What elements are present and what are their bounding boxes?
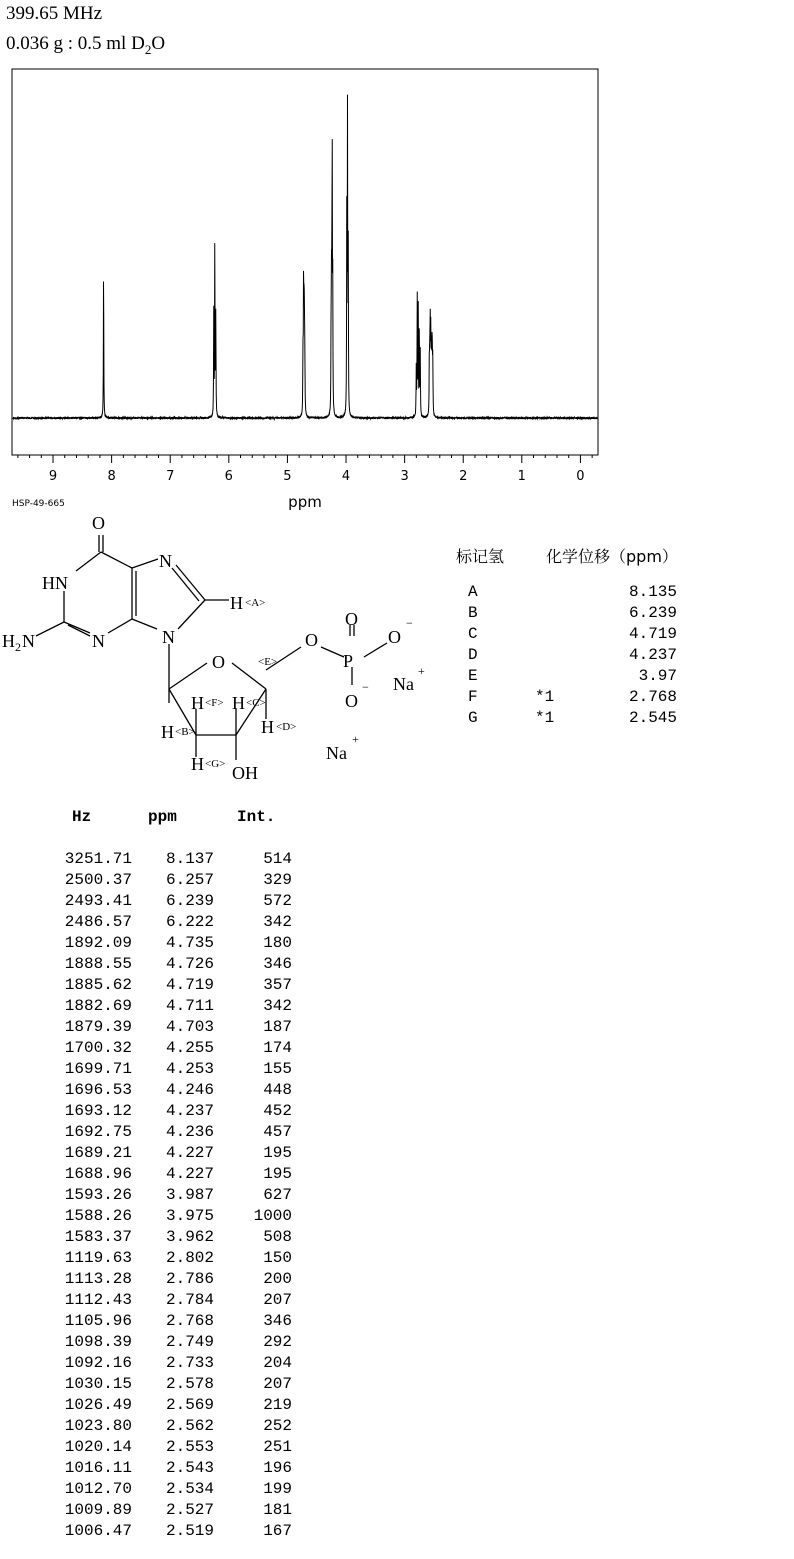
peak-hz-cell: 1016.11	[64, 1459, 132, 1477]
peak-row	[0, 1396, 400, 1417]
atom-label: O	[388, 627, 401, 647]
assignment-shift: 4.237	[628, 646, 677, 664]
atom-label: <D>	[276, 721, 297, 733]
peak-ppm-cell: 2.784	[165, 1291, 214, 1309]
peak-ppm-cell: 4.227	[165, 1144, 214, 1162]
peak-hz-cell: 1693.12	[64, 1102, 132, 1120]
atom-label: O	[92, 513, 105, 533]
peak-int-cell: 207	[263, 1291, 292, 1309]
peak-hz-cell: 1098.39	[64, 1333, 132, 1351]
peak-ppm-cell: 2.578	[165, 1375, 214, 1393]
peak-hz-cell: 1885.62	[64, 976, 132, 994]
assignment-row	[0, 688, 794, 709]
atom-label: N	[162, 627, 175, 647]
peak-hz-cell: 1009.89	[64, 1501, 132, 1519]
peak-hz-cell: 1026.49	[64, 1396, 132, 1414]
peak-ppm-cell: 4.735	[165, 934, 214, 952]
peak-ppm-cell: 2.562	[165, 1417, 214, 1435]
atom-label: O	[305, 630, 318, 650]
atom-label: 2	[15, 640, 21, 654]
peak-row	[0, 871, 400, 892]
peak-row	[0, 1123, 400, 1144]
assignment-row	[0, 625, 794, 646]
peak-ppm-cell: 4.703	[165, 1018, 214, 1036]
peak-int-cell: 251	[263, 1438, 292, 1456]
assignment-row	[0, 709, 794, 730]
assignment-note: *1	[535, 709, 555, 727]
atom-label: <A>	[245, 597, 266, 609]
peak-int-cell: 346	[263, 955, 292, 973]
peak-ppm-cell: 4.711	[165, 997, 214, 1015]
atom-label: −	[362, 680, 369, 694]
peak-ppm-cell: 6.239	[165, 892, 214, 910]
spectrum-trace	[13, 95, 597, 420]
peak-hz-cell: 1593.26	[64, 1186, 132, 1204]
assignment-label: B	[468, 604, 478, 622]
peak-int-cell: 150	[263, 1249, 292, 1267]
peak-hz-cell: 1012.70	[64, 1480, 132, 1498]
assignment-shift: 8.135	[628, 583, 677, 601]
peak-hz-cell: 1688.96	[64, 1165, 132, 1183]
spectrometer-frequency: 399.65 MHz	[6, 3, 103, 24]
peak-ppm-cell: 4.237	[165, 1102, 214, 1120]
x-tick-label: 1	[517, 469, 526, 484]
x-tick-label: 4	[341, 469, 351, 484]
peak-row	[0, 1249, 400, 1270]
peak-row	[0, 934, 400, 955]
atom-label: <C>	[246, 697, 266, 709]
peak-ppm-cell: 4.227	[165, 1165, 214, 1183]
assignment-label: D	[468, 646, 478, 664]
peak-ppm-cell: 2.786	[165, 1270, 214, 1288]
peak-hz-cell: 1892.09	[64, 934, 132, 952]
peak-hz-cell: 1879.39	[64, 1018, 132, 1036]
peak-int-cell: 342	[263, 913, 292, 931]
peak-hz-cell: 1112.43	[64, 1291, 132, 1309]
peak-hz-cell: 1023.80	[64, 1417, 132, 1435]
peak-ppm-cell: 6.222	[165, 913, 214, 931]
peak-ppm-cell: 2.802	[165, 1249, 214, 1267]
assignment-note: *1	[535, 688, 555, 706]
peak-row	[0, 1039, 400, 1060]
assignment-label: F	[468, 688, 478, 706]
peak-ppm-cell: 2.519	[165, 1522, 214, 1540]
peak-hz-cell: 1588.26	[64, 1207, 132, 1225]
peak-int-cell: 448	[263, 1081, 292, 1099]
x-tick-label: 2	[459, 469, 468, 484]
peak-ppm-cell: 2.749	[165, 1333, 214, 1351]
peak-int-cell: 155	[263, 1060, 292, 1078]
assignment-row	[0, 667, 794, 688]
peak-row	[0, 997, 400, 1018]
peak-int-cell: 200	[263, 1270, 292, 1288]
atom-label: <G>	[205, 758, 226, 770]
peak-hz-cell: 1105.96	[64, 1312, 132, 1330]
peak-int-cell: 181	[263, 1501, 292, 1519]
peak-ppm-cell: 4.726	[165, 955, 214, 973]
peak-row	[0, 1270, 400, 1291]
peak-int-cell: 180	[263, 934, 292, 952]
assignment-label: E	[468, 667, 478, 685]
assignment-label: A	[468, 583, 478, 601]
assignment-shift: 6.239	[628, 604, 677, 622]
peak-hz-cell: 1689.21	[64, 1144, 132, 1162]
sample-code: HSP-49-665	[12, 499, 65, 509]
peak-header-hz: Hz	[72, 808, 92, 826]
peak-hz-cell: 1006.47	[64, 1522, 132, 1540]
peak-int-cell: 195	[263, 1165, 292, 1183]
peak-hz-cell: 1119.63	[64, 1249, 132, 1267]
atom-label: H	[191, 754, 204, 774]
peak-int-cell: 572	[263, 892, 292, 910]
peak-int-cell: 1000	[253, 1207, 292, 1225]
peak-row	[0, 1459, 400, 1480]
peak-int-cell: 292	[263, 1333, 292, 1351]
peak-row	[0, 1081, 400, 1102]
peak-hz-cell: 2500.37	[64, 871, 132, 889]
atom-label: OH	[232, 763, 258, 783]
sample-subscript: 2	[144, 41, 152, 57]
atom-label: H	[191, 693, 204, 713]
peak-ppm-cell: 4.719	[165, 976, 214, 994]
peak-int-cell: 167	[263, 1522, 292, 1540]
atom-label: <B>	[175, 726, 195, 738]
peak-hz-cell: 2486.57	[64, 913, 132, 931]
assignment-row	[0, 583, 794, 604]
peak-hz-cell: 1092.16	[64, 1354, 132, 1372]
peak-ppm-cell: 2.534	[165, 1480, 214, 1498]
peak-int-cell: 219	[263, 1396, 292, 1414]
assignment-row	[0, 646, 794, 667]
peak-int-cell: 346	[263, 1312, 292, 1330]
peak-header-int: Int.	[237, 808, 276, 826]
peak-table	[0, 850, 400, 1543]
peak-hz-cell: 1030.15	[64, 1375, 132, 1393]
peak-row	[0, 1333, 400, 1354]
peak-int-cell: 508	[263, 1228, 292, 1246]
peak-hz-cell: 1700.32	[64, 1039, 132, 1057]
x-tick-label: 5	[283, 469, 292, 484]
peak-hz-cell: 2493.41	[64, 892, 132, 910]
atom-label: HN	[42, 573, 68, 593]
peak-ppm-cell: 2.733	[165, 1354, 214, 1372]
peak-hz-cell: 1882.69	[64, 997, 132, 1015]
assignment-shift: 2.768	[628, 688, 677, 706]
peak-row	[0, 1102, 400, 1123]
peak-row	[0, 913, 400, 934]
assignment-header-label: 标记氢	[456, 547, 505, 566]
atom-label: P	[343, 651, 354, 671]
peak-ppm-cell: 6.257	[165, 871, 214, 889]
x-axis	[18, 455, 592, 463]
peak-int-cell: 627	[263, 1186, 292, 1204]
peak-row	[0, 1228, 400, 1249]
nmr-spectrum-chart	[0, 0, 794, 520]
x-tick-label: 3	[400, 469, 409, 484]
assignment-shift: 3.97	[638, 667, 677, 685]
peak-hz-cell: 1888.55	[64, 955, 132, 973]
atom-label: H	[230, 593, 243, 613]
peak-ppm-cell: 3.975	[165, 1207, 214, 1225]
peak-int-cell: 207	[263, 1375, 292, 1393]
peak-int-cell: 195	[263, 1144, 292, 1162]
peak-ppm-cell: 8.137	[165, 850, 214, 868]
atom-label: +	[418, 664, 425, 678]
peak-hz-cell: 3251.71	[64, 850, 132, 868]
peak-ppm-cell: 4.253	[165, 1060, 214, 1078]
atom-label: N	[22, 631, 35, 651]
peak-row	[0, 1354, 400, 1375]
atom-label: +	[352, 732, 359, 746]
sample-prefix: 0.036 g : 0.5 ml D	[6, 33, 145, 54]
peak-int-cell: 174	[263, 1039, 292, 1057]
assignment-label: G	[468, 709, 478, 727]
peak-row	[0, 1207, 400, 1228]
peak-ppm-cell: 2.553	[165, 1438, 214, 1456]
x-tick-label: 8	[107, 469, 116, 484]
atom-label: H	[2, 631, 15, 651]
atom-label: <E>	[258, 656, 278, 668]
peak-ppm-cell: 3.962	[165, 1228, 214, 1246]
peak-int-cell: 196	[263, 1459, 292, 1477]
peak-row	[0, 1438, 400, 1459]
peak-row	[0, 1186, 400, 1207]
atom-label: Na	[393, 674, 414, 694]
peak-int-cell: 457	[263, 1123, 292, 1141]
peak-row	[0, 955, 400, 976]
atom-label: O	[345, 609, 358, 629]
atom-label: H	[261, 717, 274, 737]
peak-hz-cell: 1583.37	[64, 1228, 132, 1246]
peak-hz-cell: 1699.71	[64, 1060, 132, 1078]
peak-row	[0, 1417, 400, 1438]
peak-row	[0, 1480, 400, 1501]
atom-label: O	[212, 652, 225, 672]
peak-ppm-cell: 4.255	[165, 1039, 214, 1057]
peak-row	[0, 1291, 400, 1312]
peak-header-ppm: ppm	[148, 808, 177, 826]
peak-ppm-cell: 4.246	[165, 1081, 214, 1099]
peak-row	[0, 1522, 400, 1543]
x-tick-label: 6	[224, 469, 233, 484]
peak-row	[0, 1501, 400, 1522]
atom-label: O	[345, 691, 358, 711]
peak-int-cell: 342	[263, 997, 292, 1015]
peak-hz-cell: 1696.53	[64, 1081, 132, 1099]
peak-int-cell: 357	[263, 976, 292, 994]
peak-ppm-cell: 2.569	[165, 1396, 214, 1414]
peak-row	[0, 1165, 400, 1186]
peak-ppm-cell: 4.236	[165, 1123, 214, 1141]
peak-ppm-cell: 2.543	[165, 1459, 214, 1477]
peak-int-cell: 199	[263, 1480, 292, 1498]
peak-int-cell: 252	[263, 1417, 292, 1435]
peak-row	[0, 1060, 400, 1081]
assignment-header-shift: 化学位移（ppm）	[546, 547, 678, 566]
atom-label: N	[159, 551, 172, 571]
peak-row	[0, 1312, 400, 1333]
x-tick-label: 0	[576, 469, 585, 484]
peak-hz-cell: 1113.28	[64, 1270, 132, 1288]
assignment-shift: 4.719	[628, 625, 677, 643]
assignment-label: C	[468, 625, 478, 643]
peak-row	[0, 976, 400, 997]
sample-suffix: O	[151, 33, 166, 54]
atom-label: Na	[326, 743, 347, 763]
atom-label: H	[161, 722, 174, 742]
peak-row	[0, 892, 400, 913]
x-tick-label: 9	[48, 469, 58, 484]
peak-int-cell: 329	[263, 871, 292, 889]
peak-row	[0, 1018, 400, 1039]
peak-row	[0, 850, 400, 871]
peak-row	[0, 1375, 400, 1396]
peak-row	[0, 1144, 400, 1165]
peak-ppm-cell: 2.768	[165, 1312, 214, 1330]
x-axis-label: ppm	[288, 493, 322, 511]
atom-label: N	[92, 631, 105, 651]
assignment-shift: 2.545	[628, 709, 677, 727]
assignment-row	[0, 604, 794, 625]
peak-hz-cell: 1692.75	[64, 1123, 132, 1141]
peak-int-cell: 187	[263, 1018, 292, 1036]
atom-label: H	[232, 693, 245, 713]
peak-int-cell: 452	[263, 1102, 292, 1120]
x-tick-label: 7	[166, 469, 175, 484]
peak-int-cell: 204	[263, 1354, 292, 1372]
peak-ppm-cell: 2.527	[165, 1501, 214, 1519]
peak-int-cell: 514	[263, 850, 292, 868]
peak-hz-cell: 1020.14	[64, 1438, 132, 1456]
x-tick-labels	[49, 469, 585, 484]
peak-ppm-cell: 3.987	[165, 1186, 214, 1204]
atom-label: −	[406, 616, 413, 630]
atom-label: <F>	[205, 697, 224, 709]
